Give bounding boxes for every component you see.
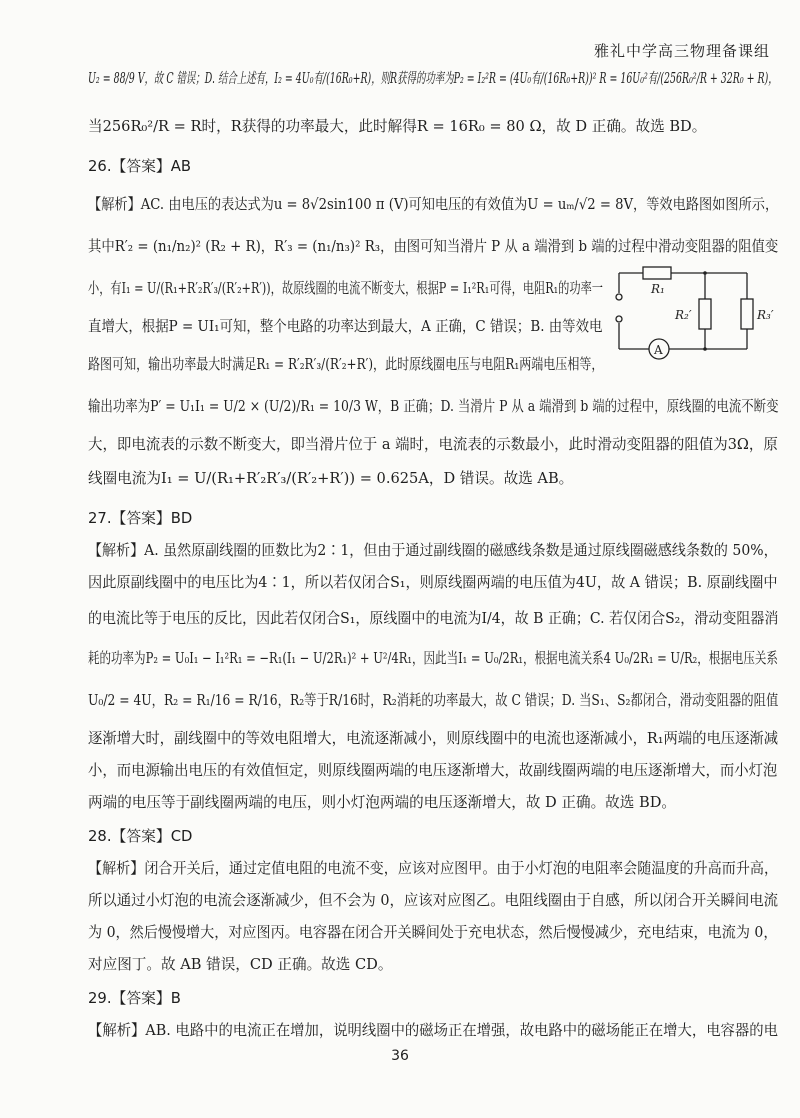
- r3-label: R₃′: [757, 308, 774, 322]
- text-line: 耗的功率为P₂ = U₀I₁ − I₁²R₁ = −R₁(I₁ − U/2R₁)² + U²/4R₁，因此当I₁ = U₀/2R₁，根据电流关系4 U₀/2R₁ = U/R₂，根据电压关系: [88, 650, 778, 667]
- header-school-name: 雅礼中学高三物理备课组: [593, 42, 770, 60]
- text-line: 当256R₀²/R = R时，R获得的功率最大，此时解得R = 16R₀ = 80 Ω，故 D 正确。故选 BD。: [88, 118, 707, 135]
- text-line: U₂ = 88/9 V，故 C 错误；D. 结合上述有，I₂ = 4U₀有/(16R₀+R)，则R获得的功率为P₂ = I₂²R = (4U₀有/(16R₀+R))² R = 16U₀²有/(256R₀²/R + 32R₀ + R)，: [88, 70, 778, 87]
- text-line: 【解析】A. 虽然原副线圈的匝数比为2∶1，但由于通过副线圈的磁感线条数是通过原线圈磁感线条数的 50%，: [88, 542, 778, 559]
- ammeter-label: A: [654, 343, 663, 357]
- text-line: 小，而电源输出电压的有效值恒定，则原线圈两端的电压逐渐增大，故副线圈两端的电压逐渐增大，而小灯泡: [88, 762, 778, 779]
- text-line: 直增大，根据P = UI₁可知，整个电路的功率达到最大，A 正确，C 错误；B. 由等效电: [88, 318, 603, 335]
- text-line: 的电流比等于电压的反比，因此若仅闭合S₁，原线圈中的电流为I/4，故 B 正确；C. 若仅闭合S₂，滑动变阻器消: [88, 610, 779, 627]
- resistor-r2-prime: [699, 299, 711, 329]
- r1-label: R₁: [651, 282, 665, 296]
- text-line: 线圈电流为I₁ = U/(R₁+R′₂R′₃/(R′₂+R′)) = 0.625A，D 错误。故选 AB。: [88, 470, 574, 487]
- text-line: 逐渐增大时，副线圈中的等效电阻增大，电流逐渐减小，则原线圈中的电流也逐渐减小，R₁两端的电压逐渐减: [88, 730, 779, 747]
- text-line: 大，即电流表的示数不断变大，即当滑片位于 a 端时，电流表的示数最小，此时滑动变阻器的阻值为3Ω，原: [88, 436, 778, 453]
- question-28-answer: 28.【答案】CD: [88, 828, 193, 845]
- question-27-answer: 27.【答案】BD: [88, 510, 193, 527]
- text-line: 小，有I₁ = U/(R₁+R′₂R′₃/(R′₂+R′))，故原线圈的电流不断变大，根据P = I₁²R₁可得，电阻R₁的功率一: [88, 280, 604, 297]
- resistor-r1: [643, 267, 671, 279]
- text-line: 因此原副线圈中的电压比为4∶1，所以若仅闭合S₁，则原线圈两端的电压值为4U，故 A 错误；B. 原副线圈中: [88, 574, 778, 591]
- r2-label: R₂′: [675, 308, 692, 322]
- text-line: 【解析】AB. 电路中的电流正在增加，说明线圈中的磁场正在增强，故电路中的磁场能正在增大，电容器的电: [88, 1022, 778, 1039]
- text-line: U₀/2 = 4U，R₂ = R₁/16 = R/16，R₂等于R/16时，R₂消耗的功率最大，故 C 错误；D. 当S₁、S₂都闭合，滑动变阻器的阻值: [88, 692, 779, 709]
- page-number: 36: [391, 1048, 409, 1064]
- text-line: 【解析】AC. 由电压的表达式为u = 8√2sin100 π (V)可知电压的有效值为U = uₘ/√2 = 8V，等效电路图如图所示，: [88, 196, 779, 213]
- terminal-bottom: [616, 316, 622, 322]
- text-line: 对应图丁。故 AB 错误，CD 正确。故选 CD。: [88, 956, 393, 973]
- text-line: 所以通过小灯泡的电流会逐渐减少，但不会为 0，应该对应图乙。电阻线圈由于自感，所以闭合开关瞬间电流: [88, 892, 779, 909]
- terminal-top: [616, 294, 622, 300]
- text-line: 【解析】闭合开关后，通过定值电阻的电流不变，应该对应图甲。由于小灯泡的电阻率会随温度的升高而升高，: [88, 860, 779, 877]
- equivalent-circuit-diagram: [607, 263, 779, 367]
- text-line: 输出功率为P′ = U₁I₁ = U/2 × (U/2)/R₁ = 10/3 W，B 正确；D. 当滑片 P 从 a 端滑到 b 端的过程中，原线圈的电流不断变: [88, 398, 779, 415]
- text-line: 为 0，然后慢慢增大，对应图丙。电容器在闭合开关瞬间处于充电状态，然后慢慢减少，充电结束，电流为 0，: [88, 924, 778, 941]
- question-26-answer: 26.【答案】AB: [88, 158, 191, 175]
- text-line: 其中R′₂ = (n₁/n₂)² (R₂ + R)，R′₃ = (n₁/n₃)² R₃，由图可知当滑片 P 从 a 端滑到 b 端的过程中滑动变阻器的阻值变: [88, 238, 779, 255]
- text-line: 两端的电压等于副线圈两端的电压，则小灯泡两端的电压逐渐增大，故 D 正确。故选 BD。: [88, 794, 677, 811]
- resistor-r3-prime: [741, 299, 753, 329]
- question-29-answer: 29.【答案】B: [88, 990, 181, 1007]
- text-line: 路图可知，输出功率最大时满足R₁ = R′₂R′₃/(R′₂+R′)，此时原线圈电压与电阻R₁两端电压相等，: [88, 356, 604, 373]
